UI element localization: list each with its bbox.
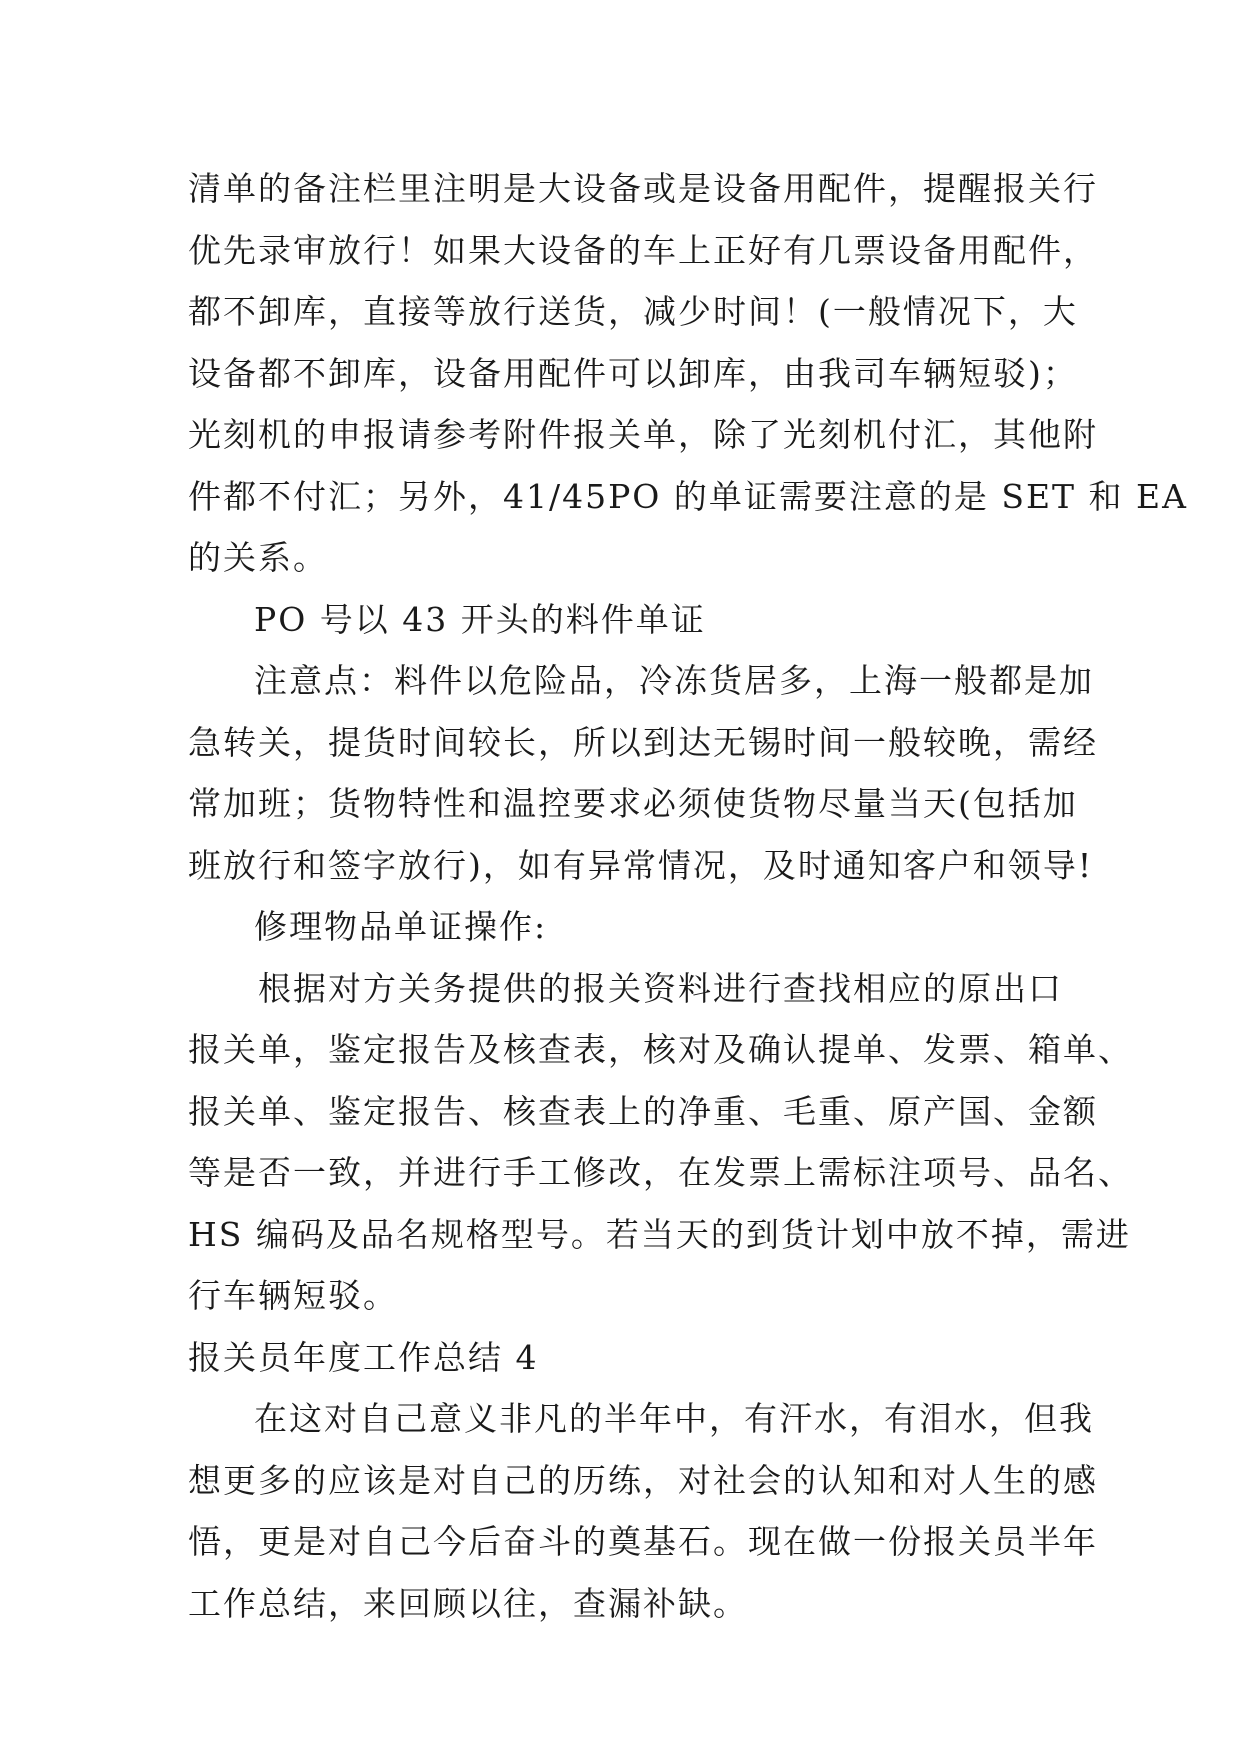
text-line: 设备都不卸库，设备用配件可以卸库，由我司车辆短驳)； [188,353,1078,393]
text-line: 行车辆短驳。 [188,1276,398,1315]
text-line: 悟，更是对自己今后奋斗的奠基石。现在做一份报关员半年 [188,1522,1098,1561]
text-line: 工作总结，来回顾以往，查漏补缺。 [188,1583,748,1623]
section-heading: PO 号以 43 开头的料件单证 [254,599,706,639]
text-line: 班放行和签字放行)，如有异常情况，及时通知客户和领导! [188,845,1094,885]
text-line: 报关单、鉴定报告、核查表上的净重、毛重、原产国、金额 [188,1091,1098,1131]
text-line: 在这对自己意义非凡的半年中，有汗水，有泪水，但我 [254,1399,1094,1438]
text-line: 都不卸库，直接等放行送货，减少时间！(一般情况下，大 [188,292,1078,331]
text-line: 根据对方关务提供的报关资料进行查找相应的原出口 [258,968,1063,1008]
text-line: 光刻机的申报请参考附件报关单，除了光刻机付汇，其他附 [188,415,1098,454]
text-line: 优先录审放行！如果大设备的车上正好有几票设备用配件， [188,230,1098,270]
text-line: 的关系。 [188,538,328,577]
text-line: 想更多的应该是对自己的历练，对社会的认知和对人生的感 [188,1460,1098,1500]
document-body [188,158,1188,1634]
text-line: 常加班；货物特性和温控要求必须使货物尽量当天(包括加 [188,784,1078,823]
text-line: HS 编码及品名规格型号。若当天的到货计划中放不掉，需进 [188,1214,1131,1254]
document-section-title: 报关员年度工作总结 4 [188,1337,539,1377]
text-line: 等是否一致，并进行手工修改，在发票上需标注项号、品名、 [188,1153,1133,1192]
text-line: 注意点：料件以危险品，冷冻货居多，上海一般都是加 [254,661,1094,700]
text-line: 清单的备注栏里注明是大设备或是设备用配件，提醒报关行 [188,169,1098,208]
text-line: 件都不付汇；另外，41/45PO 的单证需要注意的是 SET 和 EA [188,476,1188,516]
text-line: 报关单，鉴定报告及核查表，核对及确认提单、发票、箱单、 [188,1030,1133,1069]
text-line: 急转关，提货时间较长，所以到达无锡时间一般较晚，需经 [188,722,1098,762]
section-heading: 修理物品单证操作: [254,907,548,946]
